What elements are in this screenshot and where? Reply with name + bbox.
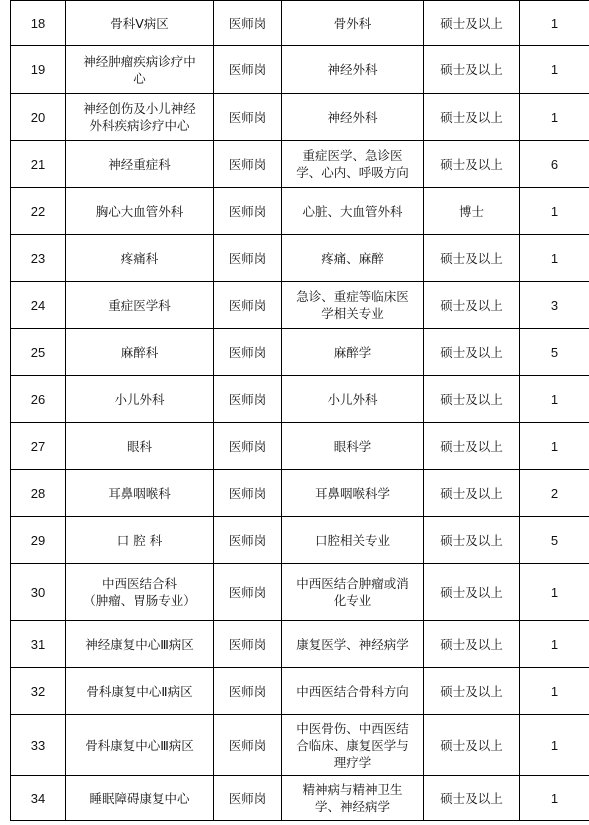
post-cell [214,715,282,776]
department-text: 神经创伤及小儿神经 [83,101,196,116]
row-number: 18 [30,15,46,31]
department-text: 神经康复中心Ⅲ病区 [85,636,194,652]
education-text: 硕士及以上 [440,15,503,31]
recruitment-table [10,0,589,821]
post-cell [214,668,282,715]
major-cell [282,1,424,46]
table-row [11,46,589,94]
row-number: 32 [30,683,46,699]
row-number-cell [11,715,66,776]
table-row [11,282,589,329]
major-cell [282,668,424,715]
education-cell [424,423,520,470]
post-cell [214,188,282,235]
major-text: 耳鼻咽喉科学 [314,485,390,501]
education-cell [424,141,520,188]
table-row [11,564,589,621]
row-number: 20 [30,109,46,125]
row-number-cell [11,470,66,517]
count-text: 1 [550,15,559,31]
post-cell [214,517,282,564]
post-cell [214,94,282,141]
major-text: 化专业 [333,593,372,608]
row-number-cell [11,376,66,423]
count-text: 3 [550,297,559,313]
education-cell [424,282,520,329]
education-cell [424,517,520,564]
count-cell [520,282,589,329]
count-cell [520,564,589,621]
education-text: 硕士及以上 [440,344,503,360]
post-cell [214,423,282,470]
row-number: 33 [30,737,46,753]
table-row [11,715,589,776]
education-cell [424,376,520,423]
row-number-cell [11,235,66,282]
post-text: 医师岗 [228,485,267,501]
post-text: 医师岗 [228,250,267,266]
department-cell [66,282,214,329]
department-cell [66,235,214,282]
post-cell [214,235,282,282]
post-text: 医师岗 [228,391,267,407]
major-text: 精神病与精神卫生 [302,782,403,797]
table-row [11,188,589,235]
count-text: 6 [550,156,559,172]
row-number: 26 [30,391,46,407]
education-cell [424,621,520,668]
major-text: 重症医学、急诊医 [302,148,403,163]
post-cell [214,46,282,94]
count-cell [520,94,589,141]
row-number: 19 [30,62,46,77]
count-cell [520,376,589,423]
department-cell [66,141,214,188]
count-cell [520,668,589,715]
count-cell [520,517,589,564]
department-cell [66,621,214,668]
row-number-cell [11,776,66,821]
post-text: 医师岗 [228,438,267,454]
education-cell [424,564,520,621]
row-number: 31 [30,636,46,652]
education-cell [424,776,520,821]
department-text: 胸心大血管外科 [95,203,184,219]
count-text: 1 [550,203,559,219]
education-text: 硕士及以上 [440,391,503,407]
post-text: 医师岗 [228,636,267,652]
education-cell [424,1,520,46]
post-cell [214,282,282,329]
count-text: 1 [550,636,559,652]
post-text: 医师岗 [228,737,267,753]
education-text: 硕士及以上 [440,156,503,172]
education-cell [424,470,520,517]
count-cell [520,329,589,376]
count-text: 1 [550,62,559,77]
department-text: 骨科康复中心Ⅱ病区 [86,683,193,699]
education-cell [424,715,520,776]
major-text: 急诊、重症等临床医 [296,289,409,304]
major-cell [282,188,424,235]
department-cell [66,1,214,46]
education-cell [424,329,520,376]
post-cell [214,376,282,423]
count-text: 1 [550,391,559,407]
post-text: 医师岗 [228,584,267,600]
table-row [11,776,589,821]
count-text: 1 [550,683,559,699]
row-number: 25 [30,344,46,360]
education-text: 硕士及以上 [440,737,503,753]
major-text: 麻醉学 [333,344,372,360]
education-text: 硕士及以上 [440,438,503,454]
major-text: 学相关专业 [321,306,384,321]
education-text: 硕士及以上 [440,584,503,600]
table-row [11,1,589,46]
post-cell [214,621,282,668]
major-text: 学、神经病学 [314,799,390,814]
table-row [11,621,589,668]
major-cell [282,376,424,423]
department-cell [66,668,214,715]
major-text: 学、心内、呼吸方向 [296,165,409,180]
major-cell [282,235,424,282]
table-row [11,376,589,423]
count-text: 1 [550,790,559,806]
department-text: 心 [133,70,146,86]
count-text: 5 [550,344,559,360]
post-text: 医师岗 [228,344,267,360]
count-text: 1 [550,438,559,454]
education-text: 硕士及以上 [440,485,503,501]
major-text: 疼痛、麻醉 [321,250,384,266]
department-cell [66,517,214,564]
major-cell [282,715,424,776]
major-cell [282,329,424,376]
count-cell [520,423,589,470]
count-cell [520,1,589,46]
table-row [11,470,589,517]
post-text: 医师岗 [228,683,267,699]
post-cell [214,141,282,188]
major-text: 中西医结合骨科方向 [296,683,409,699]
major-cell [282,94,424,141]
department-cell [66,46,214,94]
post-text: 医师岗 [228,62,267,77]
count-cell [520,715,589,776]
education-text: 博士 [458,203,484,219]
major-cell [282,423,424,470]
department-cell [66,564,214,621]
table-row [11,668,589,715]
major-text: 神经外科 [327,62,378,77]
education-text: 硕士及以上 [440,109,503,125]
department-text: 口 腔 科 [116,532,163,548]
count-text: 1 [550,250,559,266]
table-row [11,94,589,141]
education-cell [424,235,520,282]
table-row [11,235,589,282]
department-text: 神经重症科 [108,156,171,172]
education-text: 硕士及以上 [440,636,503,652]
post-text: 医师岗 [228,15,267,31]
education-text: 硕士及以上 [440,250,503,266]
count-cell [520,46,589,94]
department-text: 疼痛科 [120,250,159,266]
post-text: 医师岗 [228,532,267,548]
department-text: 重症医学科 [108,297,171,313]
department-cell [66,329,214,376]
table-row [11,423,589,470]
table-body [11,1,589,821]
major-cell [282,141,424,188]
row-number: 22 [30,203,46,219]
education-text: 硕士及以上 [440,790,503,806]
major-text: 康复医学、神经病学 [296,636,409,652]
row-number: 30 [30,584,46,600]
post-cell [214,564,282,621]
department-cell [66,376,214,423]
count-text: 1 [550,109,559,125]
education-cell [424,668,520,715]
department-cell [66,715,214,776]
department-text: 麻醉科 [120,344,159,360]
row-number-cell [11,564,66,621]
count-text: 5 [550,532,559,548]
post-text: 医师岗 [228,203,267,219]
count-text: 1 [550,737,559,753]
row-number-cell [11,621,66,668]
count-cell [520,470,589,517]
post-cell [214,1,282,46]
education-cell [424,46,520,94]
education-text: 硕士及以上 [440,683,503,699]
row-number-cell [11,282,66,329]
post-text: 医师岗 [228,297,267,313]
department-cell [66,188,214,235]
department-text: 小儿外科 [114,391,165,407]
post-text: 医师岗 [228,790,267,806]
count-text: 2 [550,485,559,501]
row-number: 21 [30,156,46,172]
row-number-cell [11,188,66,235]
major-text: 合临床、康复医学与 [296,737,409,753]
post-text: 医师岗 [228,109,267,125]
major-text: 小儿外科 [327,391,378,407]
count-cell [520,621,589,668]
row-number-cell [11,94,66,141]
department-text: 睡眠障碍康复中心 [89,790,190,806]
count-cell [520,188,589,235]
department-text: 骨科康复中心Ⅲ病区 [85,737,194,753]
row-number-cell [11,1,66,46]
education-text: 硕士及以上 [440,297,503,313]
major-cell [282,282,424,329]
post-cell [214,470,282,517]
major-text: 中西医结合肿瘤或消 [296,576,409,591]
row-number-cell [11,329,66,376]
department-text: （肿瘤、胃肠专业） [83,593,196,608]
row-number: 27 [30,438,46,454]
major-text: 骨外科 [333,15,372,31]
education-text: 硕士及以上 [440,532,503,548]
education-text: 硕士及以上 [440,62,503,77]
row-number: 23 [30,250,46,266]
row-number: 24 [30,297,46,313]
count-cell [520,235,589,282]
table-row [11,517,589,564]
row-number-cell [11,423,66,470]
education-cell [424,94,520,141]
post-cell [214,776,282,821]
row-number-cell [11,517,66,564]
major-text: 口腔相关专业 [314,532,390,548]
department-text: 中西医结合科 [101,576,177,591]
major-text: 神经外科 [327,109,378,125]
row-number: 29 [30,532,46,548]
table-row [11,141,589,188]
major-cell [282,46,424,94]
row-number-cell [11,141,66,188]
department-cell [66,776,214,821]
department-text: 骨科Ⅴ病区 [110,15,169,31]
education-cell [424,188,520,235]
post-text: 医师岗 [228,156,267,172]
count-cell [520,776,589,821]
department-text: 眼科 [126,438,152,454]
row-number-cell [11,46,66,94]
department-cell [66,423,214,470]
major-cell [282,621,424,668]
major-text: 眼科学 [333,438,372,454]
count-cell [520,141,589,188]
row-number: 28 [30,485,46,501]
count-text: 1 [550,584,559,600]
row-number-cell [11,668,66,715]
major-cell [282,470,424,517]
table-row [11,329,589,376]
department-text: 外科疾病诊疗中心 [89,118,190,133]
major-text: 心脏、大血管外科 [302,203,403,219]
post-cell [214,329,282,376]
department-text: 神经肿瘤疾病诊疗中 [83,53,196,69]
department-cell [66,94,214,141]
major-text: 理疗学 [333,754,372,770]
department-text: 耳鼻咽喉科 [108,485,171,501]
row-number: 34 [30,790,46,806]
major-cell [282,517,424,564]
major-cell [282,564,424,621]
major-text: 中医骨伤、中西医结 [296,720,409,736]
department-cell [66,470,214,517]
major-cell [282,776,424,821]
